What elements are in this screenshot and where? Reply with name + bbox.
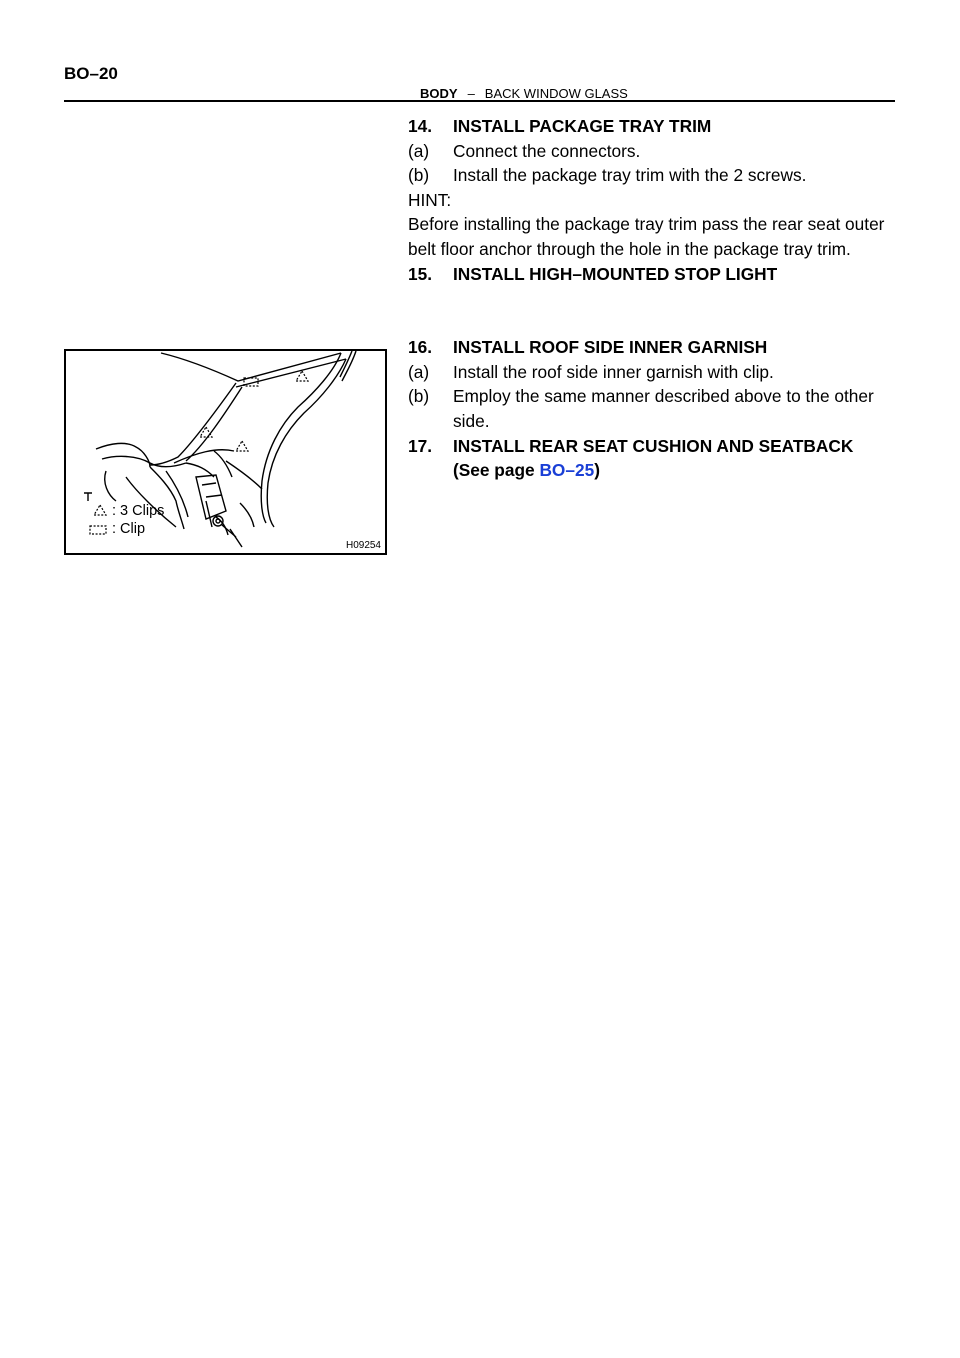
legend-clips-text: : 3 Clips bbox=[112, 503, 165, 519]
step-14 bbox=[408, 114, 898, 139]
substep-14a bbox=[408, 139, 898, 164]
substep-label: (b) bbox=[408, 386, 430, 407]
step-number: 16. bbox=[408, 337, 433, 358]
illustration-figure bbox=[64, 349, 387, 555]
substep-text: Employ the same manner described above to the other bbox=[453, 386, 874, 407]
step-16 bbox=[408, 335, 898, 360]
see-page-prefix: (See page bbox=[453, 460, 540, 481]
step-title: INSTALL ROOF SIDE INNER GARNISH bbox=[453, 337, 768, 358]
legend-clip-text: : Clip bbox=[112, 521, 146, 537]
header-rule bbox=[64, 100, 895, 102]
step-17-reference bbox=[408, 458, 898, 483]
step-number: 17. bbox=[408, 435, 433, 456]
step-title: INSTALL HIGH–MOUNTED STOP LIGHT bbox=[453, 263, 778, 284]
step-title: INSTALL PACKAGE TRAY TRIM bbox=[453, 116, 712, 136]
substep-16a bbox=[408, 360, 898, 385]
substep-text: Install the package tray trim with the 2 screws. bbox=[453, 165, 807, 186]
header-dash: – bbox=[467, 86, 475, 101]
step-number: 14. bbox=[408, 116, 433, 136]
substep-label: (a) bbox=[408, 361, 430, 382]
page-link[interactable]: BO–25 bbox=[539, 460, 595, 481]
header-section: BODY bbox=[420, 86, 458, 101]
page-number: BO–20 bbox=[64, 64, 118, 83]
substep-text: Install the roof side inner garnish with clip. bbox=[453, 361, 774, 382]
running-header bbox=[420, 86, 628, 101]
step-title: INSTALL REAR SEAT CUSHION AND SEATBACK bbox=[453, 435, 854, 456]
substep-16b bbox=[408, 384, 898, 409]
step-17 bbox=[408, 434, 898, 459]
hint-label: HINT: bbox=[408, 189, 452, 210]
header-subsection: BACK WINDOW GLASS bbox=[484, 86, 628, 101]
hint-text-line1: Before installing the package tray trim pass the rear seat outer bbox=[408, 214, 885, 235]
legend-clips bbox=[112, 503, 164, 519]
substep-16b-continued: side. bbox=[453, 410, 490, 431]
substep-label: (b) bbox=[408, 165, 430, 186]
step-15 bbox=[408, 262, 898, 287]
substep-14b bbox=[408, 163, 898, 188]
see-page-suffix: ) bbox=[594, 460, 600, 481]
hint-text-line2: belt floor anchor through the hole in the package tray trim. bbox=[408, 238, 851, 259]
step-number: 15. bbox=[408, 263, 433, 284]
substep-text: Connect the connectors. bbox=[453, 140, 641, 161]
figure-id: H09254 bbox=[345, 540, 381, 551]
legend-clip bbox=[112, 521, 145, 537]
procedure-text bbox=[408, 114, 898, 483]
substep-label: (a) bbox=[408, 140, 430, 161]
